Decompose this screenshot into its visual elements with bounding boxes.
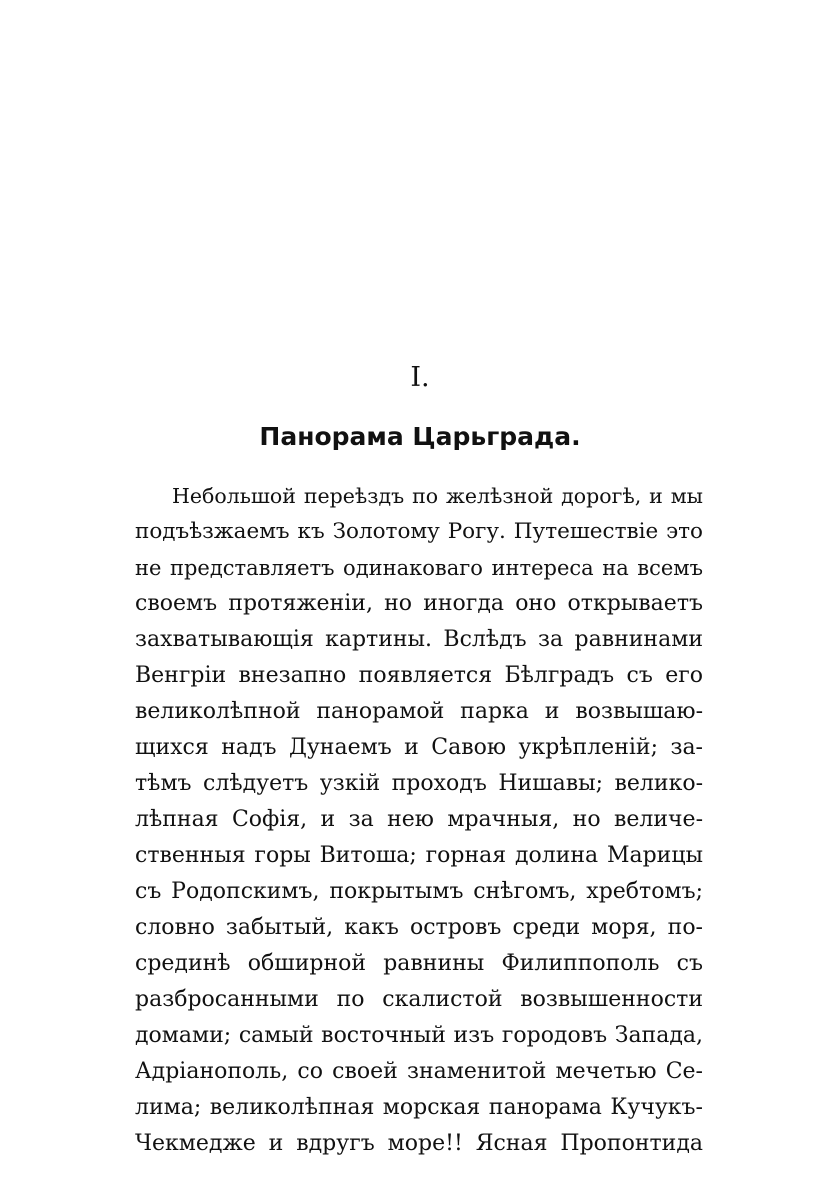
text-line: лѣпная Софія, и за нею мрачныя, но величе-: [135, 807, 703, 832]
text-line: Чекмедже и вдругъ море!! Ясная Пропонтида: [135, 1131, 703, 1156]
text-line: лима; великолѣпная морская панорама Кучукъ-: [135, 1095, 703, 1120]
text-line: срединѣ обширной равнины Филиппополь съ: [135, 951, 703, 976]
text-line: Венгріи внезапно появляется Бѣлградъ съ его: [135, 663, 703, 688]
text-line: своемъ протяженіи, но иногда оно открываетъ: [135, 591, 703, 616]
text-line: словно забытый, какъ островъ среди моря, по-: [135, 915, 703, 940]
text-line: подъѣзжаемъ къ Золотому Рогу. Путешествіе это: [135, 519, 703, 544]
text-line: великолѣпной панорамой парка и возвышаю-: [135, 699, 703, 724]
chapter-number: [0, 362, 840, 394]
text-line: Адріанополь, со своей знаменитой мечетью Се-: [135, 1059, 703, 1084]
text-line: съ Родопскимъ, покрытымъ снѣгомъ, хребтомъ;: [135, 879, 703, 904]
text-line: домами; самый восточный изъ городовъ Запада,: [135, 1023, 703, 1048]
text-line: Небольшой переѣздъ по желѣзной дорогѣ, и мы: [172, 484, 703, 508]
text-line: ственныя горы Витоша; горная долина Марицы: [135, 843, 703, 868]
text-line: захватывающія картины. Вслѣдъ за равнинами: [135, 627, 703, 652]
body-paragraph: [135, 478, 703, 1162]
text-line: разбросанными по скалистой возвышенности: [135, 987, 703, 1012]
chapter-title: Панорама Царьграда.: [259, 422, 581, 451]
text-line: щихся надъ Дунаемъ и Савою укрѣпленій; за-: [135, 735, 703, 760]
text-line: не представляетъ одинаковаго интереса на всемъ: [135, 556, 703, 580]
text-line: тѣмъ слѣдуетъ узкій проходъ Нишавы; велико-: [135, 771, 703, 796]
chapter-number-text: I.: [410, 362, 430, 393]
